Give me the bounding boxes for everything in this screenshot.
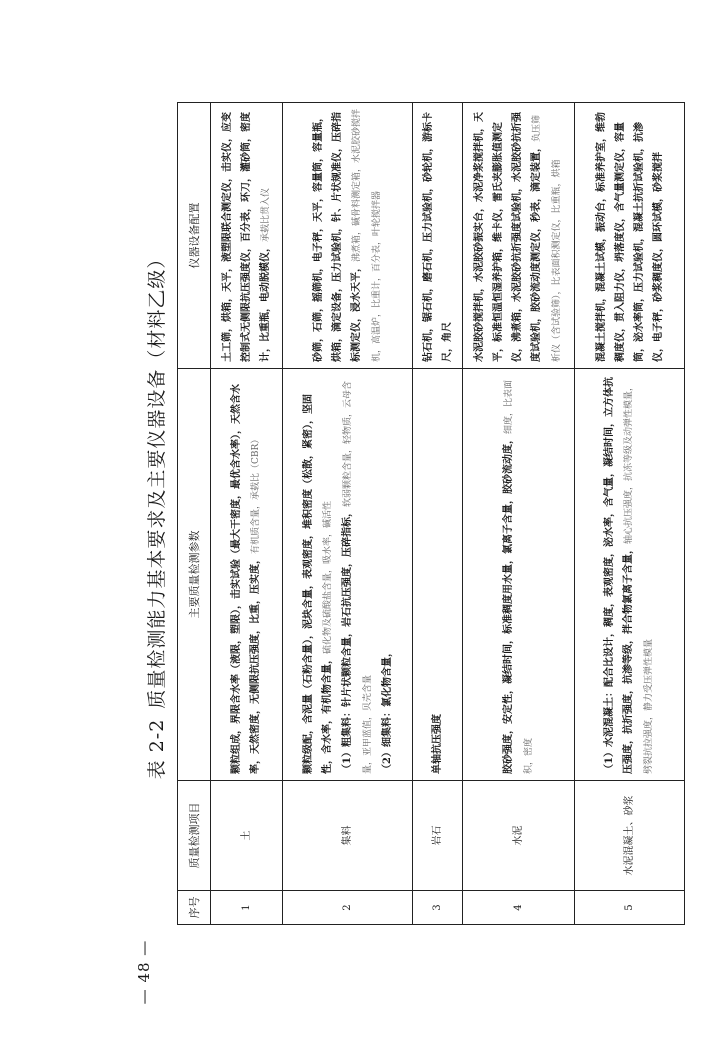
header-item: 质量检测项目 — [178, 781, 211, 891]
row-item: 集料 — [283, 781, 413, 891]
equipment-main: 钻石机，锯石机，磨石机，压力试验机，砂轮机，游标卡尺，角尺 — [422, 112, 453, 362]
params-optional: 轴心抗压强度，抗冻等级及动弹性模量，劈裂抗拉强度，静力受压弹性模量 — [624, 381, 654, 774]
params-main: 胶砂强度，安定性，凝结时间，标准稠度用水量，氯离子含量，胶砂流动度， — [502, 434, 514, 774]
equipment-optional: 承载比贯入仪 — [260, 187, 271, 242]
row-equipment — [211, 103, 283, 369]
row-no: 1 — [211, 891, 283, 925]
row-equipment — [413, 103, 463, 369]
table-header-row — [178, 103, 211, 925]
params-main: 单轴抗压强度 — [432, 714, 443, 774]
header-params: 主要质量检测参数 — [178, 369, 211, 781]
equipment-main: 水泥胶砂搅拌机，水泥胶砂振实台，水泥净浆搅拌机，天平，标准恒温恒湿养护箱，维卡仪，雷氏夹膨胀值测定仪，沸煮箱，水泥胶砂抗折强度试验机，水泥胶砂抗折强度试验机，胶砂流动度测定仪，秒表，滴定装置， — [474, 112, 542, 362]
header-equipment: 仪器设备配置 — [178, 103, 211, 369]
equipment-table — [177, 102, 685, 925]
params-label: （1）水泥混凝土： — [604, 687, 615, 774]
rotated-table-block — [133, 103, 664, 925]
table-title: 质量检测能力基本要求及主要仪器设备（材料乙级） — [145, 248, 168, 709]
params-optional: 硫化物及硫酸盐含量，吸水率，碱活性 — [322, 500, 333, 654]
params-coarse — [338, 375, 378, 774]
row-equipment — [575, 103, 685, 369]
row-item: 岩石 — [413, 781, 463, 891]
params-main: 颗粒组成，界限含水率（液限，塑限），击实试验（最大干密度，最优含水率），天然含水率，天然密度，无侧限抗压强度，比重，压实度， — [231, 384, 261, 774]
table-row — [463, 103, 575, 925]
row-equipment — [463, 103, 575, 369]
params-label: （2）细集料： — [381, 707, 393, 774]
table-caption — [133, 103, 177, 925]
params-label: （1）粗集料： — [341, 707, 353, 774]
equipment-main: 土工筛，烘箱，天平，液塑限联合测定仪，击实仪，应变控制式无侧限抗压强度仪，百分表，环刀，灌砂筒，密度计，比重瓶，电动脱模仪， — [221, 112, 271, 362]
row-params — [575, 369, 685, 781]
params-main: 颗粒级配，含泥量（石粉含量），泥块含量，表观密度，堆积密度（松散，紧密），坚固性，含水率，有机物含量， — [302, 394, 333, 774]
params-optional: 软弱颗粒含量，轻物质，云母含量，亚甲蓝值，贝壳含量 — [342, 381, 373, 774]
params-main: 配合比设计，稠度，表观密度，泌水率，含气量，凝结时间，立方体抗压强度，抗折强度，抗渗等级，拌合物氯离子含量， — [604, 377, 634, 774]
row-no: 3 — [413, 891, 463, 925]
row-equipment — [283, 103, 413, 369]
row-params — [211, 369, 283, 781]
params-optional: 有机质含量，承载比（CBR） — [251, 434, 261, 554]
row-no: 2 — [283, 891, 413, 925]
equipment-main: 混凝土搅拌机，混凝土试模，振动台，标准养护室，维勃稠度仪，贯入阻力仪，坍落度仪，含气量测定仪，容量筒，泌水率筒，压力试验机，混凝土抗折试验机，抗渗仪，电子秤，砂浆稠度仪，圆环试模，砂浆搅拌 — [595, 112, 664, 362]
params-main: 针片状颗粒含量，岩石抗压强度，压碎指标， — [341, 507, 353, 708]
row-item: 土 — [211, 781, 283, 891]
table-number: 表 2-2 — [145, 718, 168, 780]
row-params — [463, 369, 575, 781]
row-item: 水泥 — [463, 781, 575, 891]
row-no: 4 — [463, 891, 575, 925]
row-item: 水泥混凝土、砂浆 — [575, 781, 685, 891]
equipment-optional: 负压筛析仪（含试验筛），比表面积测定仪，比重瓶，烘箱 — [532, 114, 562, 362]
table-row — [575, 103, 685, 925]
params-optional: 细度，比表面积，密度 — [503, 379, 534, 774]
table-row — [283, 103, 413, 925]
equipment-optional: 沸煮箱，碱骨料测定箱，水泥胶砂搅拌机，高温炉，比重计，百分表，叶轮搅拌器 — [351, 108, 382, 362]
params-fine — [378, 375, 397, 774]
page-number: — 48 — — [135, 939, 153, 1005]
row-params — [413, 369, 463, 781]
params-general — [299, 375, 338, 774]
params-main: 氯化物含量， — [381, 647, 393, 708]
equipment-main: 砂筛，石筛，摇筛机，电子秤，天平，容量筒，容量瓶，烘箱，滴定设备，压力试验机，针、片状规准仪，压碎指标测定仪，浸水天平， — [312, 112, 362, 362]
header-no: 序号 — [178, 891, 211, 925]
row-no: 5 — [575, 891, 685, 925]
table-row — [211, 103, 283, 925]
row-params — [283, 369, 413, 781]
table-row — [413, 103, 463, 925]
